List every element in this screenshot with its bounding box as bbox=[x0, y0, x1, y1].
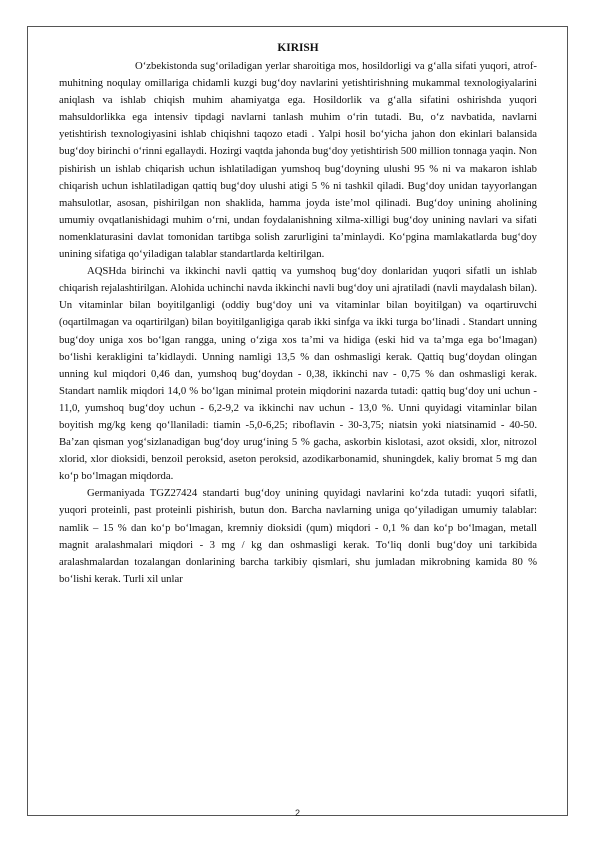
section-title: KIRISH bbox=[277, 42, 319, 54]
page-number: 2 bbox=[294, 808, 300, 818]
paragraph-3: Germaniyada TGZ27424 standarti bug‘doy unining quyidagi navlarini ko‘zda tutadi: yuqori sifatli, yuqori proteinli, past proteinli pishirish, butun don. Barcha navlarning uniga qo‘yiladigan umumiy talablar: namlik – 15 % dan ko‘p bo‘lmagan, kremniy dioksidi (qum) miqdori - 0,1 % dan ko‘p bo‘lmagan, metall magnit aralashmalari miqdori - 3 mg / kg dan oshmasligi kerak. To‘liq donli bug‘doy uni tarkibida aralashmalardan tozalangan donlarining barcha tarkibiy qismlari, shu jumladan mikrobning kamida 80 % bo‘lishi kerak. Turli xil unlar bbox=[59, 487, 537, 585]
paragraph-2: AQSHda birinchi va ikkinchi navli qattiq va yumshoq bug‘doy donlaridan yuqori sifatli un ishlab chiqarish rejalashtirilgan. Alohida uchinchi navda ikkinchi navli bug‘doy uni ajratiladi (navli maydalash bilan). Un vitaminlar bilan boyitilganligi (oddiy bug‘doy uni va vitaminlar bilan boyitilgan) va oqartiruvchi (oqartilmagan va oqartirilgan) bilan boyitilganligiga qarab ikki sinfga va ikki turga bo‘linadi . Standart unning bug‘doy uniga xos bo‘lgan rangga, uning o‘ziga xos ta’mi va hidiga (eski hid va ta’mga ega bo‘lmagan) bo‘lishi kerakligini ta’kidlaydi. Unning namligi 13,5 % dan oshmasligi kerak. Qattiq bug‘doydan olingan unning kul miqdori 0,46 dan, yumshoq bug‘doydan - 0,38, ikkinchi nav - 0,75 % dan oshmasligi kerak. Standart namlik miqdori 14,0 % bo‘lgan minimal protein miqdorini nazarda tutadi: qattiq bug‘doy uni uchun - 11,0, yumshoq bug‘doy uchun - 6,2-9,2 va ikkinchi nav uchun - 13,0 %. Unni quyidagi vitaminlar bilan boyitish mg/kg keng qo‘llaniladi: tiamin -5,0-6,25; riboflavin - 30-3,75; niatsin yoki niatsinamid - 40-50. Ba’zan qisman yog‘sizlanadigan bug‘doy urug‘ining 5 % gacha, askorbin kislotasi, azot oksidi, xlor, nitrozol xlorid, xlor dioksidi, benzoil peroksid, aseton peroksid, azodikarbonamid, shuningdek, kaliy bromat 5 mg dan ko‘p bo‘lmagan miqdorda. bbox=[59, 265, 537, 483]
document-body bbox=[59, 40, 537, 588]
paragraph-1: O‘zbekistonda sug‘oriladigan yerlar sharoitiga mos, hosildorligi va g‘alla sifati yuqori, atrof-muhitning noqulay omillariga chidamli kuzgi bug‘doy navlarini yetishtirishning mukammal texnologiyalarini aniqlash va ishlab chiqish muhim ahamiyatga ega. Hosildorlik va g‘alla sifatini oshirishda yuqori mahsuldorlikka ega intensiv tipdagi navlarni tanlash muhim o‘rin tutadi. Bu, o‘z navbatida, navlarni yetishtirish texnologiyasini ishlab chiqishni taqozo etadi . Yalpi hosil bo‘yicha jahon don ekinlari balansida bug‘doy birinchi o‘rinni egallaydi. Hozirgi vaqtda jahonda bug‘doy yetishtirish 500 million tonnaga yaqin. Non pishirish un ishlab chiqarish uchun ishlatiladigan yumshoq bug‘doyning ulushi 95 % ni va makaron ishlab chiqarish uchun ishlatiladigan qattiq bug‘doy ulushi atigi 5 % ni tashkil qiladi. Bug‘doy unidan tayyorlangan mahsulotlar, asosan, pishirilgan non shaklida, hamma joyda iste’mol qilinadi. Bug‘doy unining aholining umumiy ovqatlanishidagi muhim o‘rni, undan foydalanishning xilma-xilligi bug‘doy unining navlari va sifati nomenklaturasini davlat tomonidan tartibga solish zarurligini ta’minlaydi. Ko‘pgina mamlakatlarda bug‘doy unining sifatiga qo‘yiladigan talablar standartlarda keltirilgan. bbox=[59, 60, 537, 261]
